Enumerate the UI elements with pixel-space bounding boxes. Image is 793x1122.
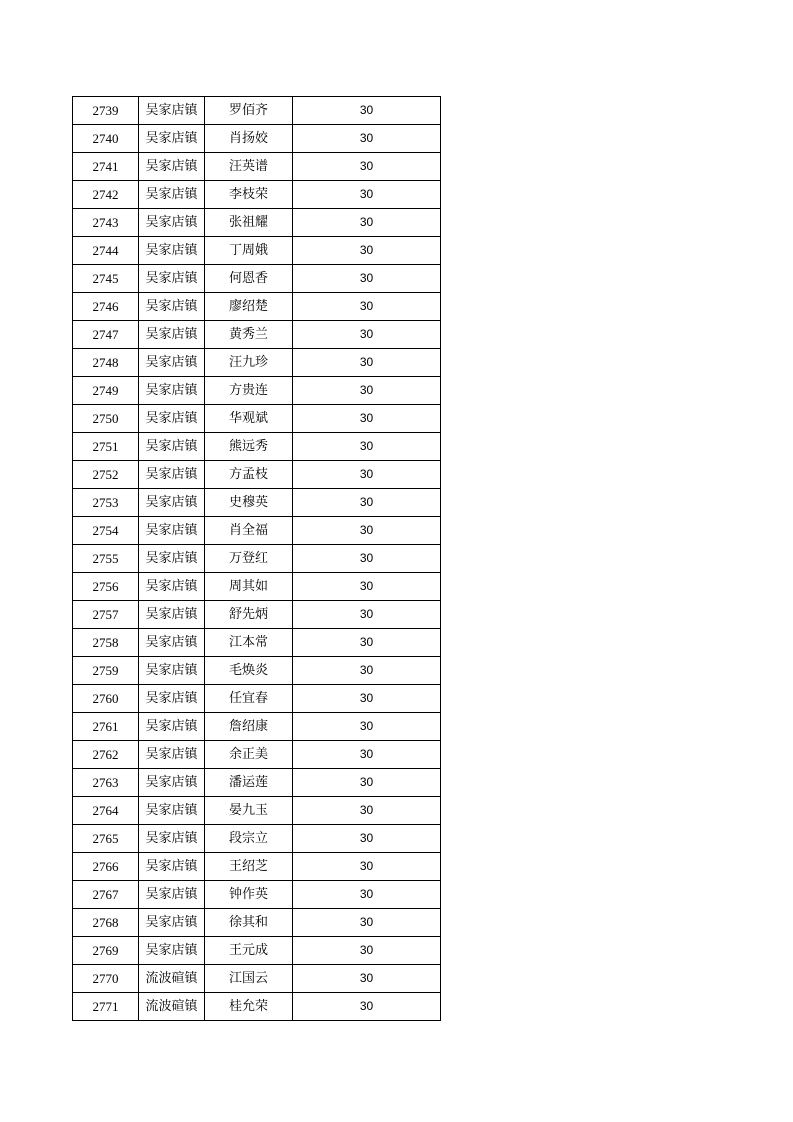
row-number-cell: 2769 — [73, 937, 139, 965]
town-cell: 流波碹镇 — [139, 993, 205, 1021]
table-row — [73, 769, 441, 797]
person-name-cell: 舒先炳 — [205, 601, 293, 629]
amount-cell: 30 — [293, 825, 441, 853]
row-number-cell: 2753 — [73, 489, 139, 517]
row-number-cell: 2740 — [73, 125, 139, 153]
row-number-cell: 2771 — [73, 993, 139, 1021]
amount-cell: 30 — [293, 657, 441, 685]
row-number-cell: 2754 — [73, 517, 139, 545]
table-row — [73, 293, 441, 321]
person-name-cell: 潘运莲 — [205, 769, 293, 797]
town-cell: 吴家店镇 — [139, 713, 205, 741]
person-name-cell: 徐其和 — [205, 909, 293, 937]
amount-cell: 30 — [293, 489, 441, 517]
table-row — [73, 741, 441, 769]
town-cell: 吴家店镇 — [139, 153, 205, 181]
person-name-cell: 肖扬姣 — [205, 125, 293, 153]
table-row — [73, 685, 441, 713]
person-name-cell: 汪九珍 — [205, 349, 293, 377]
amount-cell: 30 — [293, 265, 441, 293]
person-name-cell: 史穆英 — [205, 489, 293, 517]
person-name-cell: 任宜春 — [205, 685, 293, 713]
table-row — [73, 489, 441, 517]
person-name-cell: 肖全福 — [205, 517, 293, 545]
town-cell: 吴家店镇 — [139, 209, 205, 237]
amount-cell: 30 — [293, 993, 441, 1021]
town-cell: 吴家店镇 — [139, 909, 205, 937]
table-row — [73, 517, 441, 545]
table-row — [73, 153, 441, 181]
table-row — [73, 657, 441, 685]
town-cell: 吴家店镇 — [139, 825, 205, 853]
table-row — [73, 209, 441, 237]
person-name-cell: 汪英谱 — [205, 153, 293, 181]
town-cell: 吴家店镇 — [139, 265, 205, 293]
row-number-cell: 2770 — [73, 965, 139, 993]
table-row — [73, 545, 441, 573]
table-row — [73, 321, 441, 349]
row-number-cell: 2765 — [73, 825, 139, 853]
row-number-cell: 2758 — [73, 629, 139, 657]
town-cell: 吴家店镇 — [139, 657, 205, 685]
person-name-cell: 詹绍康 — [205, 713, 293, 741]
amount-cell: 30 — [293, 237, 441, 265]
town-cell: 吴家店镇 — [139, 377, 205, 405]
person-name-cell: 余正美 — [205, 741, 293, 769]
table-row — [73, 573, 441, 601]
table-row — [73, 433, 441, 461]
person-name-cell: 钟作英 — [205, 881, 293, 909]
amount-cell: 30 — [293, 629, 441, 657]
table-row — [73, 97, 441, 125]
person-name-cell: 何恩香 — [205, 265, 293, 293]
town-cell: 流波碹镇 — [139, 965, 205, 993]
amount-cell: 30 — [293, 769, 441, 797]
town-cell: 吴家店镇 — [139, 125, 205, 153]
town-cell: 吴家店镇 — [139, 293, 205, 321]
person-name-cell: 万登红 — [205, 545, 293, 573]
town-cell: 吴家店镇 — [139, 433, 205, 461]
row-number-cell: 2747 — [73, 321, 139, 349]
table-body — [73, 97, 441, 1021]
row-number-cell: 2761 — [73, 713, 139, 741]
table-row — [73, 825, 441, 853]
town-cell: 吴家店镇 — [139, 629, 205, 657]
town-cell: 吴家店镇 — [139, 489, 205, 517]
person-name-cell: 桂允荣 — [205, 993, 293, 1021]
person-name-cell: 熊远秀 — [205, 433, 293, 461]
town-cell: 吴家店镇 — [139, 349, 205, 377]
table-row — [73, 937, 441, 965]
person-name-cell: 王绍芝 — [205, 853, 293, 881]
row-number-cell: 2760 — [73, 685, 139, 713]
row-number-cell: 2751 — [73, 433, 139, 461]
row-number-cell: 2767 — [73, 881, 139, 909]
person-name-cell: 毛焕炎 — [205, 657, 293, 685]
table-row — [73, 601, 441, 629]
town-cell: 吴家店镇 — [139, 517, 205, 545]
table-row — [73, 125, 441, 153]
town-cell: 吴家店镇 — [139, 405, 205, 433]
row-number-cell: 2756 — [73, 573, 139, 601]
amount-cell: 30 — [293, 293, 441, 321]
town-cell: 吴家店镇 — [139, 601, 205, 629]
amount-cell: 30 — [293, 741, 441, 769]
table-row — [73, 405, 441, 433]
table-row — [73, 181, 441, 209]
town-cell: 吴家店镇 — [139, 769, 205, 797]
person-name-cell: 段宗立 — [205, 825, 293, 853]
table-row — [73, 965, 441, 993]
row-number-cell: 2748 — [73, 349, 139, 377]
amount-cell: 30 — [293, 937, 441, 965]
amount-cell: 30 — [293, 181, 441, 209]
row-number-cell: 2768 — [73, 909, 139, 937]
row-number-cell: 2741 — [73, 153, 139, 181]
row-number-cell: 2750 — [73, 405, 139, 433]
person-name-cell: 晏九玉 — [205, 797, 293, 825]
town-cell: 吴家店镇 — [139, 181, 205, 209]
town-cell: 吴家店镇 — [139, 573, 205, 601]
table-row — [73, 265, 441, 293]
town-cell: 吴家店镇 — [139, 853, 205, 881]
amount-cell: 30 — [293, 461, 441, 489]
person-name-cell: 李枝荣 — [205, 181, 293, 209]
row-number-cell: 2749 — [73, 377, 139, 405]
amount-cell: 30 — [293, 601, 441, 629]
table-row — [73, 853, 441, 881]
town-cell: 吴家店镇 — [139, 97, 205, 125]
amount-cell: 30 — [293, 153, 441, 181]
amount-cell: 30 — [293, 685, 441, 713]
person-name-cell: 方孟枝 — [205, 461, 293, 489]
table-row — [73, 909, 441, 937]
table-row — [73, 461, 441, 489]
amount-cell: 30 — [293, 321, 441, 349]
person-name-cell: 江国云 — [205, 965, 293, 993]
table-row — [73, 349, 441, 377]
table-row — [73, 237, 441, 265]
person-name-cell: 黄秀兰 — [205, 321, 293, 349]
amount-cell: 30 — [293, 405, 441, 433]
person-name-cell: 华观斌 — [205, 405, 293, 433]
row-number-cell: 2762 — [73, 741, 139, 769]
town-cell: 吴家店镇 — [139, 881, 205, 909]
row-number-cell: 2745 — [73, 265, 139, 293]
row-number-cell: 2764 — [73, 797, 139, 825]
table-row — [73, 377, 441, 405]
amount-cell: 30 — [293, 125, 441, 153]
amount-cell: 30 — [293, 377, 441, 405]
amount-cell: 30 — [293, 797, 441, 825]
town-cell: 吴家店镇 — [139, 461, 205, 489]
row-number-cell: 2757 — [73, 601, 139, 629]
town-cell: 吴家店镇 — [139, 685, 205, 713]
table-row — [73, 881, 441, 909]
amount-cell: 30 — [293, 433, 441, 461]
amount-cell: 30 — [293, 97, 441, 125]
table-row — [73, 797, 441, 825]
row-number-cell: 2755 — [73, 545, 139, 573]
person-name-cell: 丁周娥 — [205, 237, 293, 265]
row-number-cell: 2763 — [73, 769, 139, 797]
row-number-cell: 2746 — [73, 293, 139, 321]
amount-cell: 30 — [293, 209, 441, 237]
amount-cell: 30 — [293, 349, 441, 377]
person-name-cell: 方贵连 — [205, 377, 293, 405]
amount-cell: 30 — [293, 881, 441, 909]
amount-cell: 30 — [293, 965, 441, 993]
row-number-cell: 2752 — [73, 461, 139, 489]
town-cell: 吴家店镇 — [139, 545, 205, 573]
town-cell: 吴家店镇 — [139, 797, 205, 825]
person-name-cell: 江本常 — [205, 629, 293, 657]
data-table — [72, 96, 441, 1021]
table-row — [73, 629, 441, 657]
row-number-cell: 2743 — [73, 209, 139, 237]
person-name-cell: 王元成 — [205, 937, 293, 965]
amount-cell: 30 — [293, 517, 441, 545]
amount-cell: 30 — [293, 573, 441, 601]
amount-cell: 30 — [293, 545, 441, 573]
town-cell: 吴家店镇 — [139, 237, 205, 265]
table-row — [73, 993, 441, 1021]
person-name-cell: 罗佰齐 — [205, 97, 293, 125]
amount-cell: 30 — [293, 909, 441, 937]
amount-cell: 30 — [293, 713, 441, 741]
row-number-cell: 2759 — [73, 657, 139, 685]
row-number-cell: 2739 — [73, 97, 139, 125]
town-cell: 吴家店镇 — [139, 321, 205, 349]
amount-cell: 30 — [293, 853, 441, 881]
town-cell: 吴家店镇 — [139, 741, 205, 769]
person-name-cell: 周其如 — [205, 573, 293, 601]
row-number-cell: 2744 — [73, 237, 139, 265]
town-cell: 吴家店镇 — [139, 937, 205, 965]
table-row — [73, 713, 441, 741]
row-number-cell: 2742 — [73, 181, 139, 209]
person-name-cell: 廖绍楚 — [205, 293, 293, 321]
person-name-cell: 张祖耀 — [205, 209, 293, 237]
row-number-cell: 2766 — [73, 853, 139, 881]
